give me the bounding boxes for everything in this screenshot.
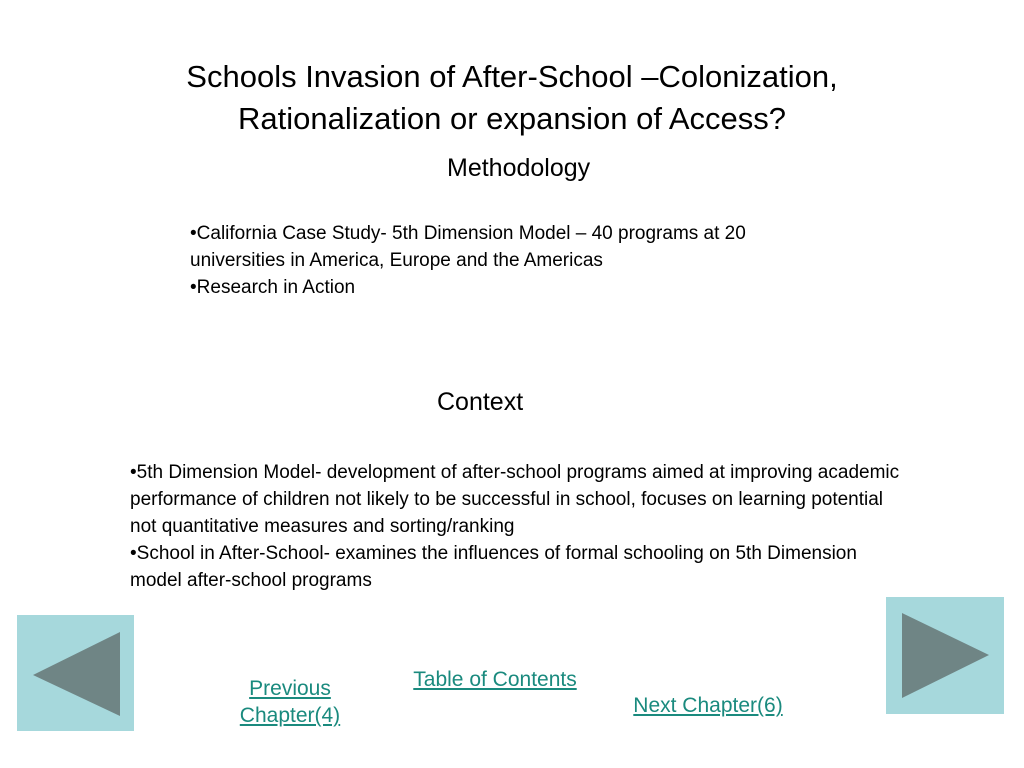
context-bullet: •5th Dimension Model- development of after-school programs aimed at improving academic performance of children not likely to be successful in school, focuses on learning potential not quantitative measures and sorting/ranking (130, 462, 900, 537)
slide-title-line-1: Schools Invasion of After-School –Colonization, (186, 59, 838, 94)
next-chapter-link[interactable]: Next Chapter(6) (633, 694, 783, 717)
next-slide-button[interactable] (886, 597, 1004, 714)
methodology-heading: Methodology (447, 154, 591, 182)
slide-title-line-2: Rationalization or expansion of Access? (238, 101, 786, 136)
table-of-contents-link[interactable]: Table of Contents (413, 668, 577, 691)
slide-title (112, 56, 912, 140)
methodology-bullet: •Research in Action (190, 277, 356, 298)
previous-chapter-link-line-2: Chapter(4) (239, 704, 341, 727)
triangle-right-icon (886, 597, 1004, 714)
previous-chapter-link[interactable] (220, 675, 360, 729)
methodology-bullet: •California Case Study- 5th Dimension Model – 40 programs at 20 universities in America, Europe and the Americas (190, 223, 746, 271)
methodology-bullet-list (190, 220, 770, 301)
context-bullet-list (130, 459, 900, 594)
triangle-left-icon (17, 615, 134, 731)
context-bullet: •School in After-School- examines the influences of formal schooling on 5th Dimension model after-school programs (130, 543, 857, 591)
previous-chapter-link-line-1: Previous (249, 677, 331, 700)
previous-slide-button[interactable] (17, 615, 134, 731)
context-heading: Context (437, 388, 524, 416)
